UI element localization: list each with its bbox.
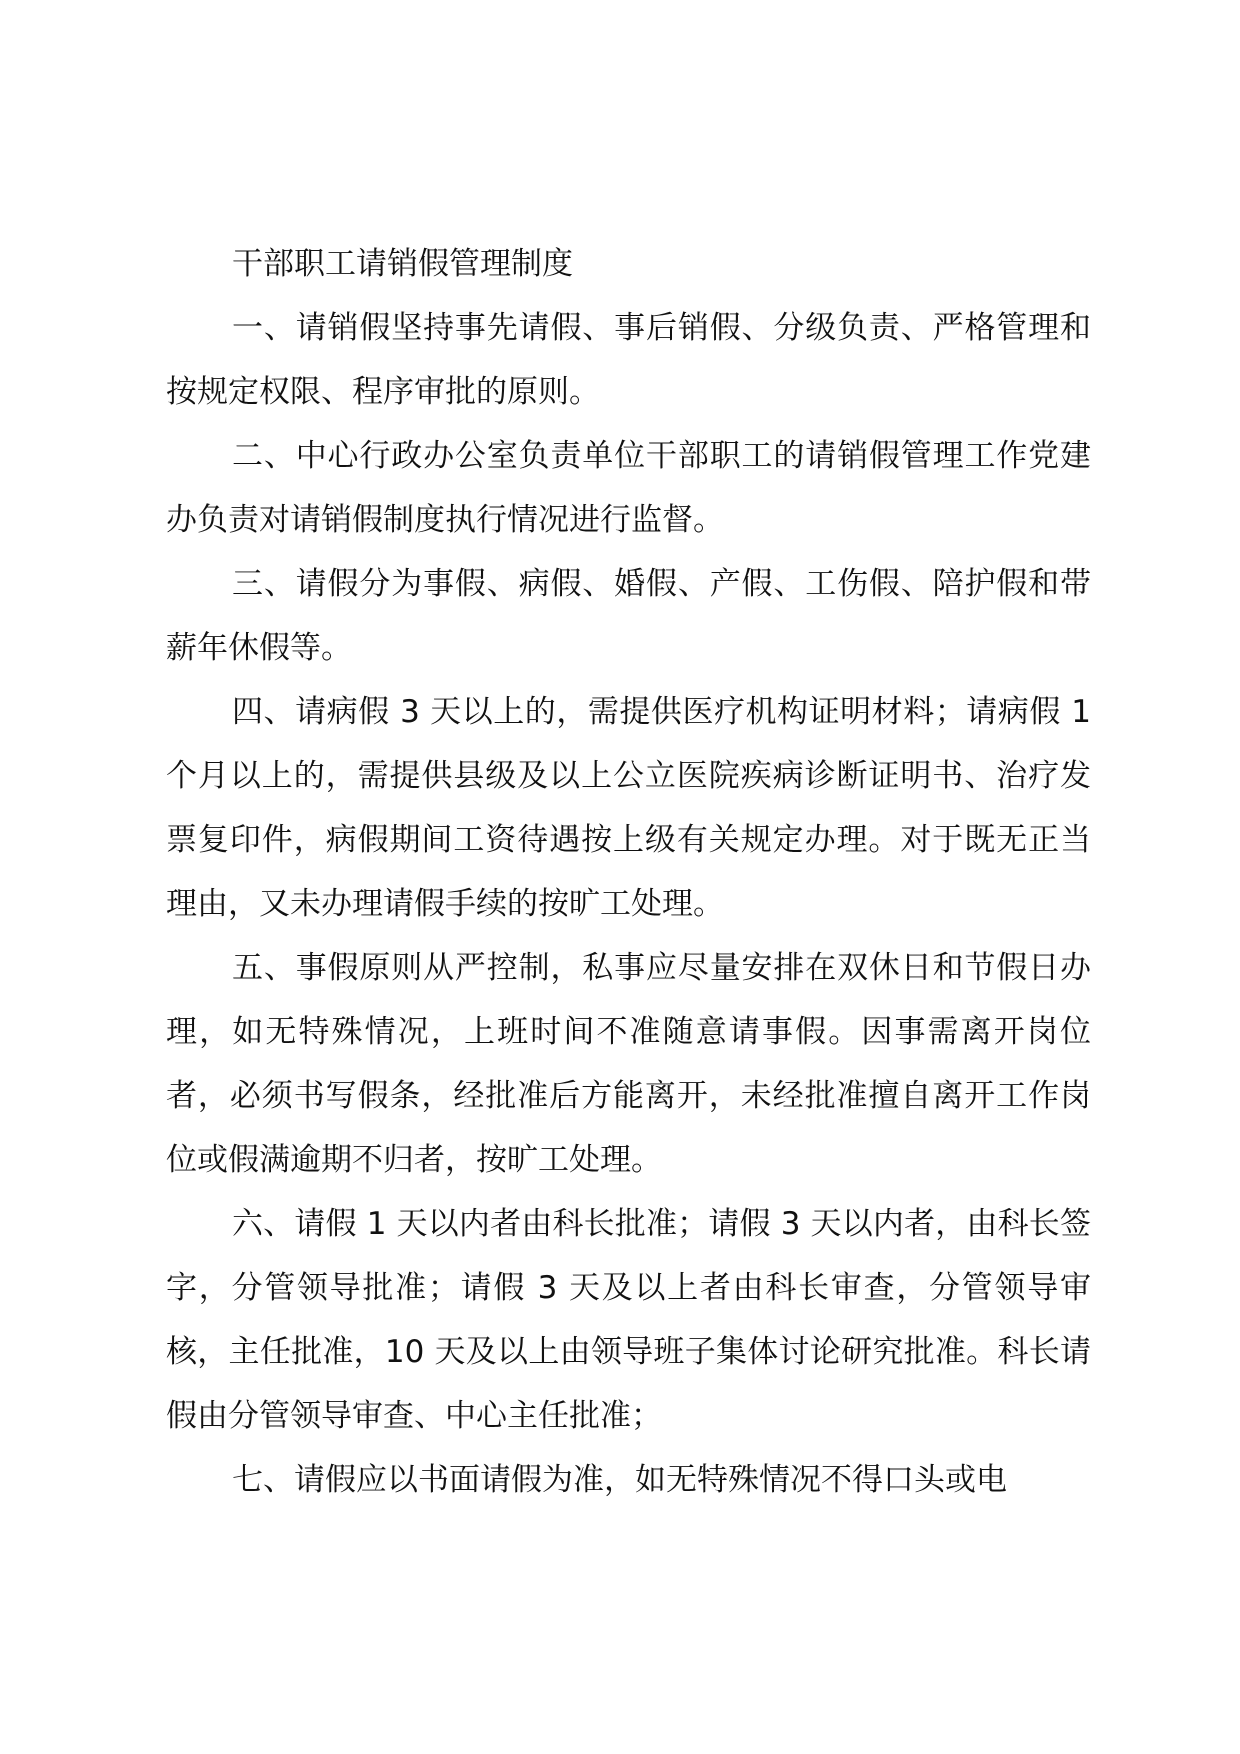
paragraph-7: 七、请假应以书面请假为准，如无特殊情况不得口头或电 bbox=[232, 1462, 1007, 1498]
paragraph-6: 六、请假 1 天以内者由科长批准；请假 3 天以内者，由科长签字，分管领导批准；请假 3 天及以上者由科长审查，分管领导审核，主任批准，10 天及以上由领导班子集体讨论研究批准。科长请假由分管领导审查、中心主任批准； bbox=[166, 1206, 1091, 1434]
paragraph-1: 一、请销假坚持事先请假、事后销假、分级负责、严格管理和按规定权限、程序审批的原则。 bbox=[166, 310, 1091, 410]
paragraph-2: 二、中心行政办公室负责单位干部职工的请销假管理工作党建办负责对请销假制度执行情况进行监督。 bbox=[166, 438, 1091, 538]
paragraph-4: 四、请病假 3 天以上的，需提供医疗机构证明材料；请病假 1 个月以上的，需提供县级及以上公立医院疾病诊断证明书、治疗发票复印件，病假期间工资待遇按上级有关规定办理。对于既无正当理由，又未办理请假手续的按旷工处理。 bbox=[166, 694, 1091, 922]
document-body bbox=[166, 232, 1091, 1512]
document-title: 干部职工请销假管理制度 bbox=[232, 246, 573, 282]
paragraph-3: 三、请假分为事假、病假、婚假、产假、工伤假、陪护假和带薪年休假等。 bbox=[166, 566, 1091, 666]
paragraph-5: 五、事假原则从严控制，私事应尽量安排在双休日和节假日办理，如无特殊情况，上班时间不准随意请事假。因事需离开岗位者，必须书写假条，经批准后方能离开，未经批准擅自离开工作岗位或假满逾期不归者，按旷工处理。 bbox=[166, 950, 1091, 1178]
